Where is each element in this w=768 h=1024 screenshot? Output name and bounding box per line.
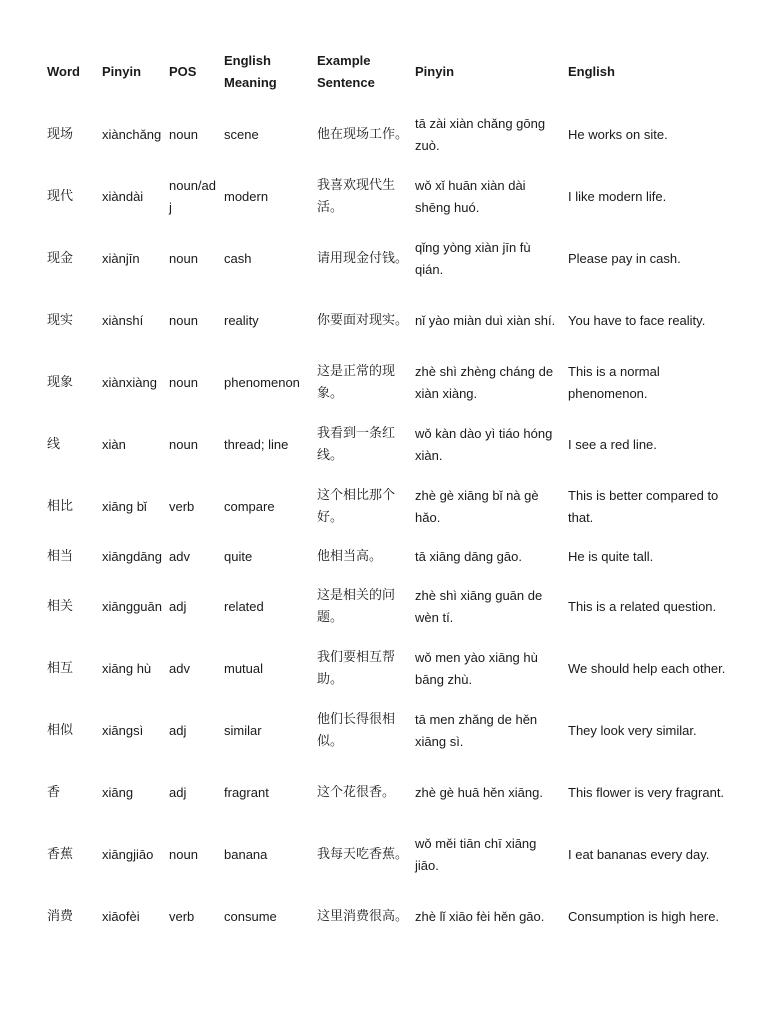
sentence-pinyin-cell: wǒ kàn dào yì tiáo hóng xiàn.: [415, 426, 553, 463]
sentence-pinyin-cell: nǐ yào miàn duì xiàn shí.: [415, 313, 556, 328]
word-cell: 消费: [47, 909, 74, 924]
example-cell: 他们长得很相似。: [317, 712, 396, 749]
example-cell: 这个相比那个好。: [317, 488, 396, 525]
header-row: [44, 40, 734, 104]
example-cell: 我们要相互帮助。: [317, 650, 396, 687]
sentence-pinyin-cell: tā xiāng dāng gāo.: [415, 549, 522, 564]
table-row: [44, 886, 734, 948]
header-english: English: [568, 64, 615, 79]
word-cell: 相关: [47, 599, 74, 614]
pos-cell: verb: [169, 499, 195, 514]
example-cell: 请用现金付钱。: [317, 251, 409, 266]
meaning-cell: similar: [224, 723, 262, 738]
header-pos: POS: [169, 64, 197, 79]
table-row: [44, 476, 734, 538]
pinyin-cell: xiànchǎng: [102, 127, 162, 142]
meaning-cell: compare: [224, 499, 275, 514]
table-row: [44, 638, 734, 700]
pos-cell: noun: [169, 375, 198, 390]
pos-cell: noun: [169, 251, 198, 266]
example-cell: 这是相关的问题。: [317, 588, 396, 625]
table-row: [44, 824, 734, 886]
english-cell: Please pay in cash.: [568, 251, 681, 266]
example-cell: 他相当高。: [317, 549, 383, 564]
pinyin-cell: xiàndài: [102, 189, 144, 204]
table-row: [44, 104, 734, 166]
pos-cell: adv: [169, 549, 190, 564]
meaning-cell: banana: [224, 847, 268, 862]
word-cell: 相似: [47, 723, 74, 738]
english-cell: We should help each other.: [568, 661, 726, 676]
english-cell: This is a normal phenomenon.: [568, 364, 660, 401]
pinyin-cell: xiāng: [102, 785, 134, 800]
meaning-cell: mutual: [224, 661, 264, 676]
header-english-meaning: [221, 40, 314, 104]
pinyin-cell: xiāofèi: [102, 909, 140, 924]
english-cell: I like modern life.: [568, 189, 667, 204]
english-cell: You have to face reality.: [568, 313, 706, 328]
meaning-cell: reality: [224, 313, 259, 328]
word-cell: 线: [47, 437, 61, 452]
word-cell: 现实: [47, 313, 74, 328]
sentence-pinyin-cell: qǐng yòng xiàn jīn fù qián.: [415, 240, 531, 277]
table-row: [44, 352, 734, 414]
pinyin-cell: xiāngjiāo: [102, 847, 154, 862]
word-cell: 相当: [47, 549, 74, 564]
sentence-pinyin-cell: tā zài xiàn chǎng gōng zuò.: [415, 116, 546, 153]
vocabulary-table: [44, 40, 734, 948]
example-cell: 这个花很香。: [317, 785, 396, 800]
pinyin-cell: xiànjīn: [102, 251, 140, 266]
english-cell: He works on site.: [568, 127, 668, 142]
word-cell: 现代: [47, 189, 74, 204]
english-cell: He is quite tall.: [568, 549, 654, 564]
english-cell: They look very similar.: [568, 723, 697, 738]
english-cell: I see a red line.: [568, 437, 657, 452]
table-row: [44, 228, 734, 290]
sentence-pinyin-cell: wǒ men yào xiāng hù bāng zhù.: [415, 650, 538, 687]
pos-cell: noun: [169, 313, 198, 328]
pos-cell: adj: [169, 785, 187, 800]
word-cell: 现场: [47, 127, 74, 142]
table-row: [44, 290, 734, 352]
meaning-cell: thread; line: [224, 437, 289, 452]
word-cell: 香蕉: [47, 847, 74, 862]
english-cell: This flower is very fragrant.: [568, 785, 725, 800]
english-cell: I eat bananas every day.: [568, 847, 710, 862]
example-cell: 这里消费很高。: [317, 909, 409, 924]
table-row: [44, 166, 734, 228]
header-word: Word: [47, 64, 80, 79]
meaning-cell: cash: [224, 251, 252, 266]
meaning-cell: fragrant: [224, 785, 269, 800]
meaning-cell: quite: [224, 549, 253, 564]
sentence-pinyin-cell: wǒ měi tiān chī xiāng jiāo.: [415, 836, 537, 873]
english-cell: This is better compared to that.: [568, 488, 719, 525]
word-cell: 现金: [47, 251, 74, 266]
word-cell: 相比: [47, 499, 74, 514]
word-cell: 现象: [47, 375, 74, 390]
example-cell: 你要面对现实。: [317, 313, 409, 328]
pos-cell: noun/adj: [169, 178, 216, 215]
meaning-cell: related: [224, 599, 264, 614]
pinyin-cell: xiànshí: [102, 313, 144, 328]
table-row: [44, 762, 734, 824]
table-row: [44, 576, 734, 638]
header-sentence-pinyin: Pinyin: [415, 64, 455, 79]
header-example-line2: Sentence: [317, 75, 375, 90]
english-cell: Consumption is high here.: [568, 909, 720, 924]
sentence-pinyin-cell: zhè gè huā hěn xiāng.: [415, 785, 543, 800]
header-example-sentence: [314, 40, 412, 104]
pos-cell: adj: [169, 723, 187, 738]
vocabulary-document: [44, 40, 734, 948]
word-cell: 香: [47, 785, 61, 800]
pos-cell: noun: [169, 847, 198, 862]
pinyin-cell: xiāngsì: [102, 723, 144, 738]
example-cell: 我每天吃香蕉。: [317, 847, 409, 862]
meaning-cell: scene: [224, 127, 259, 142]
pos-cell: noun: [169, 437, 198, 452]
pos-cell: adj: [169, 599, 187, 614]
sentence-pinyin-cell: tā men zhǎng de hěn xiāng sì.: [415, 712, 538, 749]
pinyin-cell: xiāngguān: [102, 599, 162, 614]
example-cell: 我看到一条红线。: [317, 426, 396, 463]
header-meaning-line2: Meaning: [224, 75, 277, 90]
sentence-pinyin-cell: zhè shì zhèng cháng de xiàn xiàng.: [415, 364, 554, 401]
example-cell: 他在现场工作。: [317, 127, 409, 142]
meaning-cell: modern: [224, 189, 269, 204]
header-example-line1: Example: [317, 53, 371, 68]
pos-cell: noun: [169, 127, 198, 142]
word-cell: 相互: [47, 661, 74, 676]
header-meaning-line1: English: [224, 53, 271, 68]
table-row: [44, 700, 734, 762]
example-cell: 这是正常的现象。: [317, 364, 396, 401]
sentence-pinyin-cell: wǒ xǐ huān xiàn dài shēng huó.: [415, 178, 526, 215]
sentence-pinyin-cell: zhè gè xiāng bǐ nà gè hǎo.: [415, 488, 539, 525]
english-cell: This is a related question.: [568, 599, 717, 614]
pinyin-cell: xiāng hù: [102, 661, 152, 676]
table-row: [44, 538, 734, 576]
pos-cell: verb: [169, 909, 195, 924]
meaning-cell: consume: [224, 909, 277, 924]
pos-cell: adv: [169, 661, 190, 676]
table-row: [44, 414, 734, 476]
pinyin-cell: xiànxiàng: [102, 375, 157, 390]
sentence-pinyin-cell: zhè shì xiāng guān de wèn tí.: [415, 588, 543, 625]
example-cell: 我喜欢现代生活。: [317, 178, 396, 215]
pinyin-cell: xiāng bǐ: [102, 499, 147, 514]
header-pinyin: Pinyin: [102, 64, 142, 79]
meaning-cell: phenomenon: [224, 375, 300, 390]
pinyin-cell: xiāngdāng: [102, 549, 162, 564]
sentence-pinyin-cell: zhè lǐ xiāo fèi hěn gāo.: [415, 909, 545, 924]
pinyin-cell: xiàn: [102, 437, 126, 452]
